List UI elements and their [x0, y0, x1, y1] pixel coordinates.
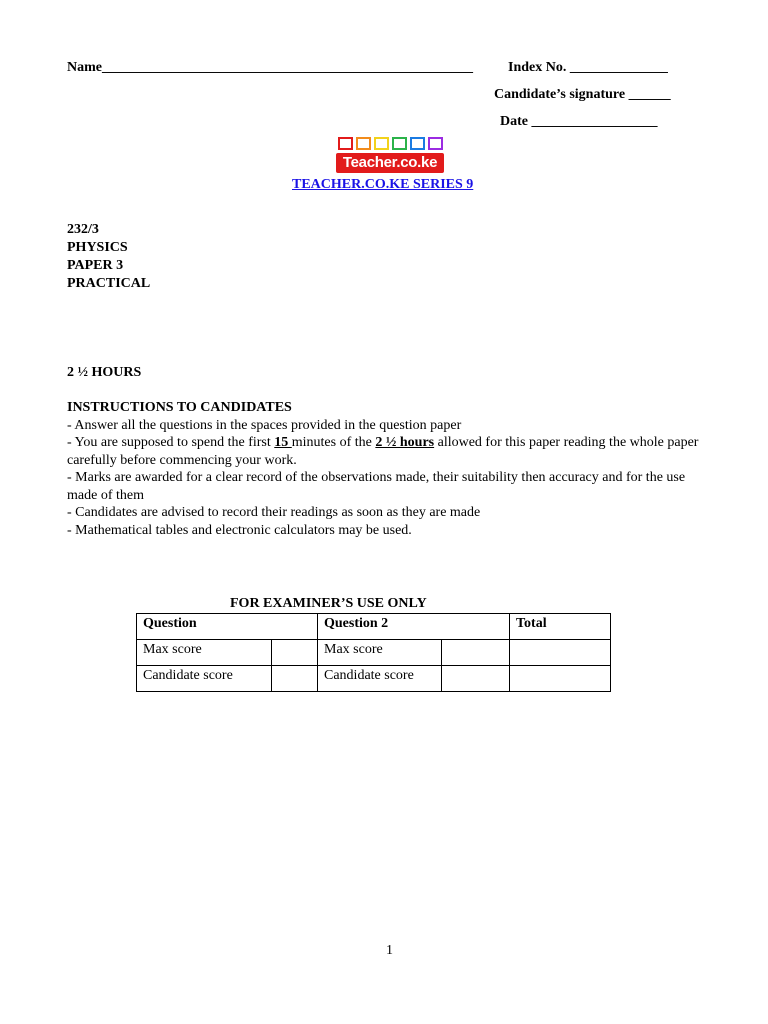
name-label: Name: [67, 60, 102, 75]
examiner-table-title: FOR EXAMINER’S USE ONLY: [230, 596, 427, 611]
examiner-table: [136, 613, 611, 692]
table-cell[interactable]: [442, 666, 510, 692]
paper-code: 232/3: [67, 222, 99, 237]
teacher-logo: [336, 137, 444, 177]
instruction-2: [67, 434, 717, 469]
table-cell[interactable]: [442, 640, 510, 666]
instructions: [67, 399, 717, 539]
instruction-2-mid: minutes of the: [291, 435, 376, 450]
table-header-row: [137, 614, 611, 640]
header-question-2: Question 2: [318, 614, 510, 640]
logo-text: Teacher.co.ke: [336, 153, 444, 173]
index-label: Index No.: [508, 60, 567, 75]
logo-squares: [336, 137, 444, 151]
paper-details: [67, 221, 150, 293]
table-cell: Candidate score: [137, 666, 272, 692]
table-row: [137, 640, 611, 666]
instruction-2-pre: - You are supposed to spend the first: [67, 435, 275, 450]
instruction-1: - Answer all the questions in the spaces provided in the question paper: [67, 417, 462, 433]
header-question: Question: [137, 614, 318, 640]
instructions-heading: INSTRUCTIONS TO CANDIDATES: [67, 400, 292, 415]
name-blank: _____________________________________________________: [102, 60, 473, 75]
instruction-2-hours: 2 ½ hours: [375, 435, 435, 450]
instruction-2-post: allowed for this paper reading the whole paper carefully before commencing your work.: [67, 435, 699, 468]
logo-square-icon: [428, 137, 443, 150]
header-total: Total: [510, 614, 611, 640]
instruction-5: - Mathematical tables and electronic calculators may be used.: [67, 522, 412, 538]
date-label: Date: [500, 114, 528, 129]
signature-field: [494, 87, 671, 103]
signature-blank: ______: [628, 87, 671, 102]
date-blank: __________________: [531, 114, 658, 129]
date-field: [500, 114, 658, 130]
signature-label: Candidate’s signature: [494, 87, 626, 102]
index-field: [508, 60, 668, 76]
logo-square-icon: [410, 137, 425, 150]
table-cell: Max score: [318, 640, 442, 666]
index-blank: ______________: [569, 60, 668, 75]
table-cell[interactable]: [510, 640, 611, 666]
page-number: 1: [386, 943, 393, 958]
table-cell[interactable]: [272, 666, 318, 692]
table-cell[interactable]: [510, 666, 611, 692]
instruction-3: - Marks are awarded for a clear record of the observations made, their suitability then accuracy and for the use made of them: [67, 470, 686, 503]
logo-square-icon: [356, 137, 371, 150]
logo-square-icon: [392, 137, 407, 150]
logo-square-icon: [338, 137, 353, 150]
paper-type: PRACTICAL: [67, 276, 151, 291]
name-field: [67, 60, 473, 76]
series-title-link[interactable]: TEACHER.CO.KE SERIES 9: [292, 177, 474, 192]
table-cell[interactable]: [272, 640, 318, 666]
paper-number: PAPER 3: [67, 258, 124, 273]
table-row: [137, 666, 611, 692]
logo-square-icon: [374, 137, 389, 150]
duration: 2 ½ HOURS: [67, 365, 142, 380]
table-cell: Candidate score: [318, 666, 442, 692]
instruction-2-minutes: 15: [274, 435, 292, 450]
instruction-4: - Candidates are advised to record their readings as soon as they are made: [67, 505, 481, 520]
table-cell: Max score: [137, 640, 272, 666]
paper-subject: PHYSICS: [67, 240, 128, 255]
